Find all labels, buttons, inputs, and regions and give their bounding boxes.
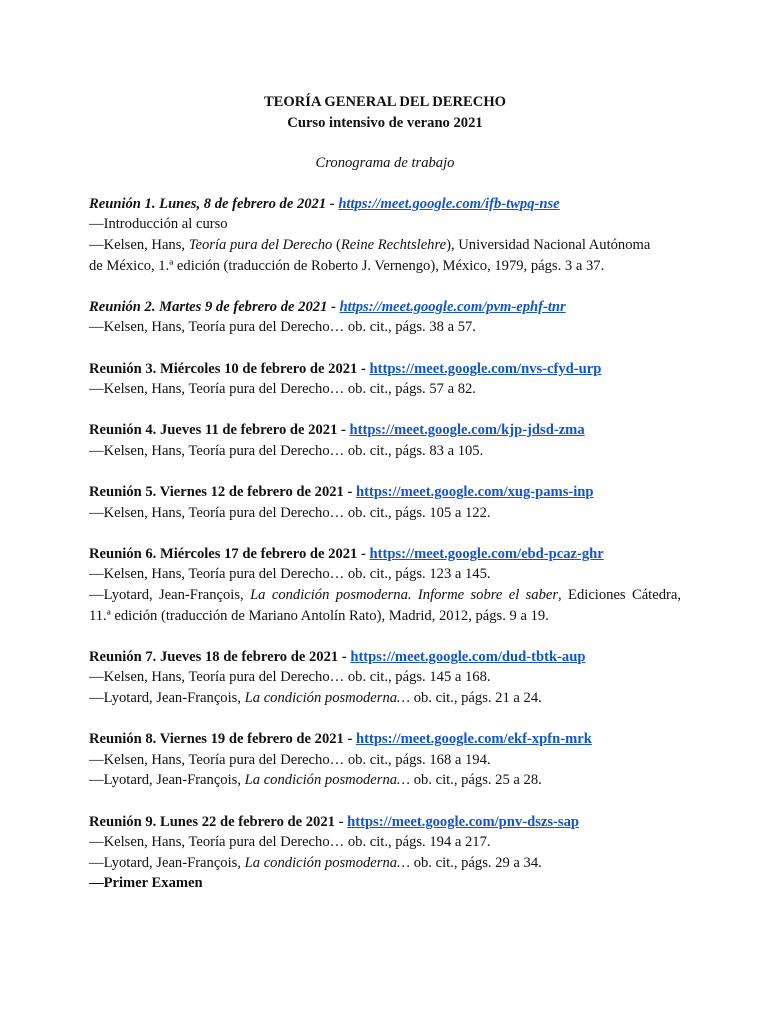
session-heading	[89, 647, 681, 668]
reading-text: —Kelsen, Hans, Teoría pura del Derecho… ob. cit., págs. 123 a 145.	[89, 566, 491, 583]
session-block	[89, 812, 681, 894]
reading-text: —Kelsen, Hans, Teoría pura del Derecho… ob. cit., págs. 145 a 168.	[89, 669, 491, 686]
reading-text: —Lyotard, Jean-François,	[89, 854, 245, 871]
session-heading	[89, 359, 681, 380]
schedule-title: Cronograma de trabajo	[315, 155, 455, 172]
reading-line	[89, 503, 681, 524]
session-block	[89, 544, 681, 626]
meeting-link[interactable]: https://meet.google.com/ekf-xpfn-mrk	[356, 731, 592, 748]
meeting-link[interactable]: https://meet.google.com/pnv-dszs-sap	[347, 813, 579, 830]
session-heading-text: Reunión 1. Lunes, 8 de febrero de 2021 -	[89, 195, 339, 212]
session-heading-text: Reunión 2. Martes 9 de febrero de 2021 -	[89, 298, 340, 315]
session-heading	[89, 544, 681, 565]
reading-line	[89, 441, 681, 462]
sessions-list	[89, 194, 681, 894]
reading-line	[89, 667, 681, 688]
reading-text: —Introducción al curso	[89, 216, 228, 233]
reading-text: —Kelsen, Hans, Teoría pura del Derecho… ob. cit., págs. 105 a 122.	[89, 504, 491, 521]
reading-text: —Kelsen, Hans, Teoría pura del Derecho… ob. cit., págs. 57 a 82.	[89, 381, 476, 398]
reading-title: La condición posmoderna…	[244, 772, 411, 789]
reading-text: —Lyotard, Jean-François,	[89, 690, 245, 707]
reading-text: ob. cit., págs. 29 a 34.	[410, 854, 542, 871]
session-block	[89, 297, 681, 338]
reading-text: —Kelsen, Hans, Teoría pura del Derecho… ob. cit., págs. 83 a 105.	[89, 442, 484, 459]
meeting-link[interactable]: https://meet.google.com/ifb-twpq-nse	[338, 195, 560, 212]
reading-text: 11.ª edición (traducción de Mariano Antolín Rato), Madrid, 2012, págs. 9 a 19.	[89, 607, 549, 624]
reading-text: (	[332, 236, 341, 253]
session-block	[89, 359, 681, 400]
reading-line	[89, 770, 681, 791]
session-heading	[89, 812, 681, 833]
reading-title: La condición posmoderna…	[244, 854, 411, 871]
reading-text: —Kelsen, Hans, Teoría pura del Derecho… ob. cit., págs. 168 a 194.	[89, 751, 491, 768]
reading-line	[89, 317, 681, 338]
meeting-link[interactable]: https://meet.google.com/xug-pams-inp	[356, 484, 594, 501]
session-block	[89, 420, 681, 461]
reading-line	[89, 564, 681, 585]
reading-text: de México, 1.ª edición (traducción de Roberto J. Vernengo), México, 1979, págs. 3 a 37.	[89, 257, 605, 274]
reading-title: La condición posmoderna. Informe sobre el saber	[250, 587, 559, 604]
reading-line	[89, 873, 681, 894]
document-subtitle: Curso intensivo de verano 2021	[287, 114, 483, 131]
session-heading	[89, 194, 681, 215]
session-heading-text: Reunión 9. Lunes 22 de febrero de 2021 -	[89, 813, 348, 830]
meeting-link[interactable]: https://meet.google.com/nvs-cfyd-urp	[369, 360, 602, 377]
reading-line	[89, 585, 681, 606]
session-heading-text: Reunión 5. Viernes 12 de febrero de 2021 -	[89, 484, 356, 501]
reading-text: ob. cit., págs. 21 a 24.	[410, 690, 542, 707]
session-block	[89, 194, 681, 276]
session-heading-text: Reunión 6. Miércoles 17 de febrero de 2021 -	[89, 545, 370, 562]
meeting-link[interactable]: https://meet.google.com/kjp-jdsd-zma	[349, 422, 585, 439]
session-heading	[89, 297, 681, 318]
reading-text: , Ediciones Cátedra,	[558, 587, 681, 604]
reading-line	[89, 214, 681, 235]
reading-line	[89, 256, 681, 277]
reading-line	[89, 832, 681, 853]
session-heading-text: Reunión 8. Viernes 19 de febrero de 2021 -	[89, 731, 356, 748]
document-title: TEORÍA GENERAL DEL DERECHO	[263, 94, 507, 110]
meeting-link[interactable]: https://meet.google.com/ebd-pcaz-ghr	[369, 545, 604, 562]
reading-text: —Lyotard, Jean-François,	[89, 772, 245, 789]
reading-title: Teoría pura del Derecho	[188, 236, 333, 253]
reading-title: Reine Rechtslehre	[340, 236, 447, 253]
reading-line	[89, 606, 681, 627]
session-heading-text: Reunión 4. Jueves 11 de febrero de 2021 -	[89, 422, 350, 439]
reading-text: —Kelsen, Hans, Teoría pura del Derecho… ob. cit., págs. 38 a 57.	[89, 319, 476, 336]
session-heading-text: Reunión 7. Jueves 18 de febrero de 2021 -	[89, 648, 351, 665]
reading-title: La condición posmoderna…	[244, 690, 411, 707]
reading-text: —Kelsen, Hans,	[89, 236, 189, 253]
session-heading-text: Reunión 3. Miércoles 10 de febrero de 2021 -	[89, 360, 370, 377]
meeting-link[interactable]: https://meet.google.com/pvm-ephf-tnr	[339, 298, 566, 315]
meeting-link[interactable]: https://meet.google.com/dud-tbtk-aup	[350, 648, 586, 665]
reading-line	[89, 379, 681, 400]
reading-text: —Primer Examen	[89, 875, 203, 892]
reading-line	[89, 750, 681, 771]
session-heading	[89, 482, 681, 503]
session-block	[89, 482, 681, 523]
session-block	[89, 729, 681, 791]
reading-text: —Lyotard, Jean-François,	[89, 587, 251, 604]
reading-text: ), Universidad Nacional Autónoma	[446, 236, 651, 253]
session-block	[89, 647, 681, 709]
session-heading	[89, 729, 681, 750]
reading-line	[89, 235, 681, 256]
document-page	[89, 92, 681, 915]
session-heading	[89, 420, 681, 441]
reading-text: ob. cit., págs. 25 a 28.	[410, 772, 542, 789]
reading-line	[89, 853, 681, 874]
reading-line	[89, 688, 681, 709]
reading-text: —Kelsen, Hans, Teoría pura del Derecho… ob. cit., págs. 194 a 217.	[89, 834, 491, 851]
